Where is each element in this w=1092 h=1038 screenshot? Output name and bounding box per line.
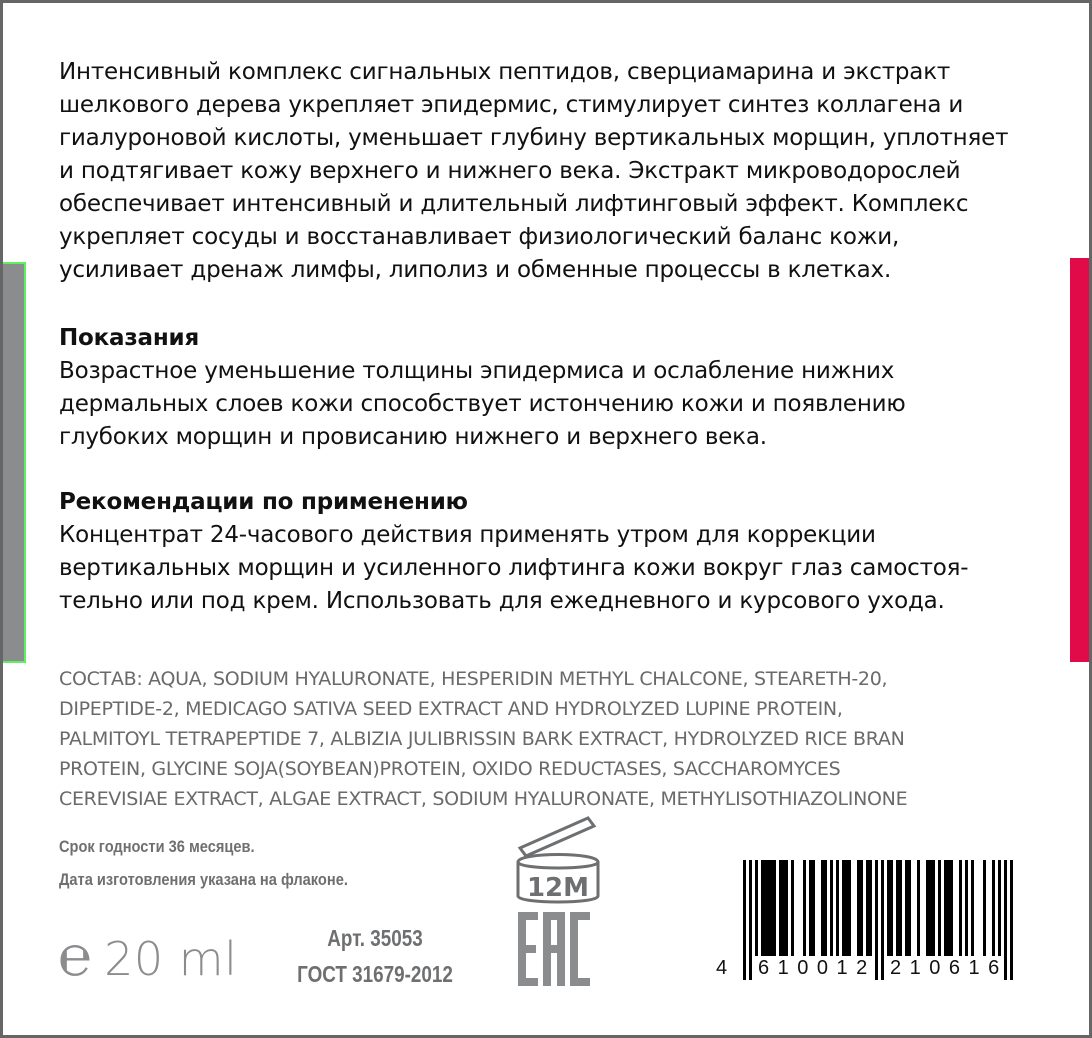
intro-line: и подтягивает кожу верхнего и нижнего века. Экстракт микроводорослей <box>59 158 961 184</box>
indications-line: Возрастное уменьшение толщины эпидермиса и ослабление нижних <box>59 358 895 384</box>
intro-line: обеспечивает интенсивный и длительный лифтинговый эффект. Комплекс <box>59 191 969 217</box>
intro-paragraph <box>59 56 1008 287</box>
barcode-left-digits: 610012 <box>758 957 876 979</box>
barcode-first-digit: 4 <box>716 957 728 979</box>
usage-line: вертикальных морщин и усиленного лифтинга кожи вокруг глаз самостоя- <box>59 555 969 581</box>
ingredients-line: СОСТАВ: AQUA, SODIUM HYALURONATE, HESPERIDIN METHYL CHALCONE, STEARETH-20, <box>59 668 888 690</box>
gost-standard: ГОСТ 31679-2012 <box>297 961 453 987</box>
usage-section <box>59 486 968 618</box>
usage-line: тельно или под крем. Использовать для ежедневного и курсового ухода. <box>59 588 945 614</box>
volume-mark <box>58 924 238 989</box>
indications-line: глубоких морщин и провисанию нижнего и верхнего века. <box>59 424 767 450</box>
intro-line: Интенсивный комплекс сигнальных пептидов, сверциамарина и экстракт <box>59 59 951 85</box>
ingredients-line: PALMITOYL TETRAPEPTIDE 7, ALBIZIA JULIBRISSIN BARK EXTRACT, HYDROLYZED RICE BRAN <box>59 728 905 750</box>
indications-section <box>59 322 906 454</box>
ingredients-line: PROTEIN, GLYCINE SOJA(SOYBEAN)PROTEIN, OXIDO REDUCTASES, SACCHAROMYCES <box>59 758 841 780</box>
indications-heading: Показания <box>59 325 200 351</box>
barcode-right-digits: 210616 <box>890 957 1008 979</box>
article-number: Арт. 35053 <box>327 925 423 951</box>
intro-line: гиалуроновой кислоты, уменьшает глубину вертикальных морщин, уплотняет <box>59 125 1009 151</box>
volume-text: 20 ml <box>104 932 238 986</box>
ingredients-line: CEREVISIAE EXTRACT, ALGAE EXTRACT, SODIUM HYALURONATE, METHYLISOTHIAZOLINONE <box>59 788 908 810</box>
intro-line: укрепляет сосуды и восстанавливает физиологический баланс кожи, <box>59 224 900 250</box>
indications-line: дермальных слоев кожи способствует истончению кожи и появлению <box>59 391 906 417</box>
ingredients-line: DIPEPTIDE-2, MEDICAGO SATIVA SEED EXTRACT AND HYDROLYZED LUPINE PROTEIN, <box>59 698 843 720</box>
period-after-opening-icon <box>510 812 606 904</box>
usage-line: Концентрат 24-часового действия применять утром для коррекции <box>59 522 876 548</box>
ingredients-list <box>59 664 907 814</box>
pao-label: 12M <box>526 873 590 903</box>
shelf-life-text: Срок годности 36 месяцев. <box>59 837 255 856</box>
article-info <box>289 920 461 992</box>
estimated-sign-icon: ℮ <box>58 924 93 989</box>
shelf-life-info <box>59 830 348 896</box>
left-gray-accent-bar <box>3 262 26 663</box>
usage-heading: Рекомендации по применению <box>59 489 468 515</box>
intro-line: усиливает дренаж лимфы, липолиз и обменные процессы в клетках. <box>59 257 892 283</box>
right-crimson-accent-bar <box>1070 258 1089 662</box>
manufacture-date-text: Дата изготовления указана на флаконе. <box>59 870 348 889</box>
eac-mark-icon <box>518 912 590 986</box>
intro-line: шелкового дерева укрепляет эпидермис, стимулирует синтез коллагена и <box>59 92 964 118</box>
